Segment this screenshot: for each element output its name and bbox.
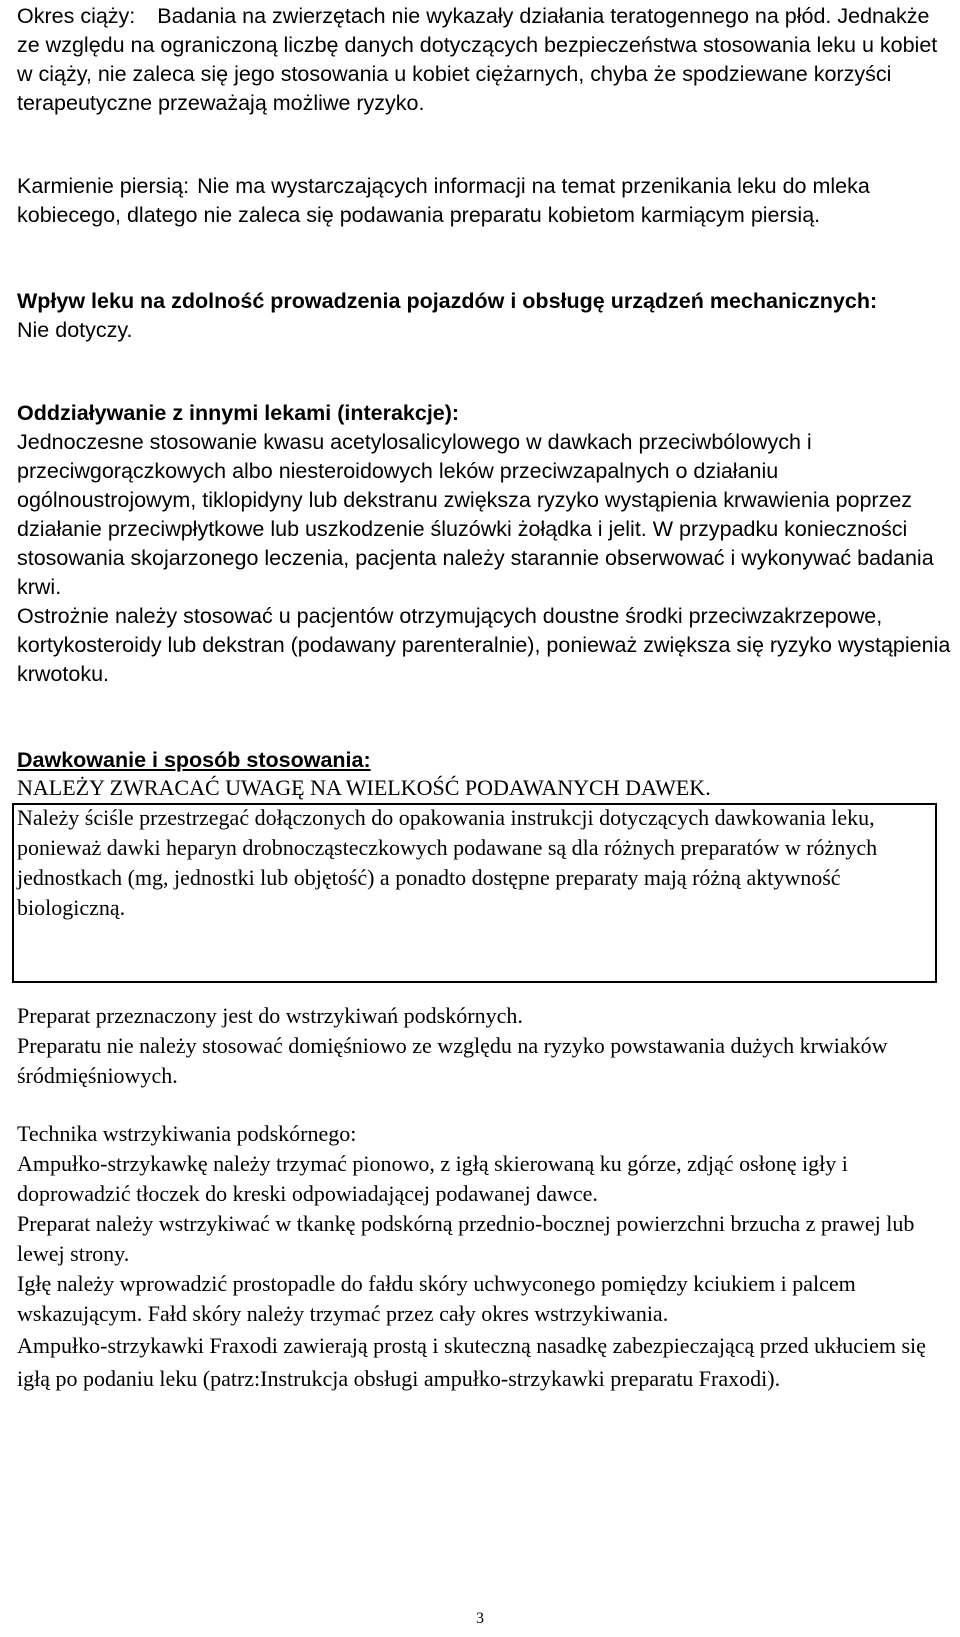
technique-p2: Preparat należy wstrzykiwać w tkankę podskórną przednio-bocznej powierzchni brzucha z prawej lub lewej strony.	[17, 1211, 915, 1266]
dosage-box-content	[17, 773, 937, 923]
technique-heading: Technika wstrzykiwania podskórnego:	[17, 1121, 357, 1146]
interactions-heading: Oddziaływanie z innymi lekami (interakcje):	[17, 401, 460, 425]
section-dosage	[17, 746, 952, 775]
section-pregnancy	[17, 2, 952, 118]
route-line1: Preparat przeznaczony jest do wstrzykiwań podskórnych.	[17, 1003, 523, 1028]
dosage-warning: NALEŻY ZWRACAĆ UWAGĘ NA WIELKOŚĆ PODAWANYCH DAWEK.	[17, 775, 711, 800]
breastfeeding-label: Karmienie piersią:	[17, 174, 190, 198]
driving-text: Nie dotyczy.	[17, 318, 133, 342]
driving-heading: Wpływ leku na zdolność prowadzenia pojazdów i obsługę urządzeń mechanicznych:	[17, 289, 878, 313]
page-number: 3	[476, 1610, 484, 1627]
technique-p3: Igłę należy wprowadzić prostopadle do fałdu skóry uchwyconego pomiędzy kciukiem i palcem wskazującym. Fałd skóry należy trzymać przez cały okres wstrzykiwania.	[17, 1271, 856, 1326]
route-line2: Preparatu nie należy stosować domięśniowo ze względu na ryzyko powstawania dużych krwiaków śródmięśniowych.	[17, 1033, 888, 1088]
section-breastfeeding	[17, 172, 952, 230]
interactions-para1: Jednoczesne stosowanie kwasu acetylosalicylowego w dawkach przeciwbólowych i przeciwgorączkowych albo niesteroidowych leków przeciwzapalnych o działaniu ogólnoustrojowym, tiklopidyny lub dekstranu zwiększa ryzyko wystąpienia krwawienia poprzez działanie przeciwpłytkowe lub uszkodzenie śluzówki żołądka i jelit. W przypadku konieczności stosowania skojarzonego leczenia, pacjenta należy starannie obserwować i wykonywać badania krwi.	[17, 430, 934, 599]
section-route	[17, 1001, 952, 1091]
technique-p4: Ampułko-strzykawki Fraxodi zawierają prostą i skuteczną nasadkę zabezpieczającą przed ukłuciem się igłą po podaniu leku (patrz:Instrukcja obsługi ampułko-strzykawki preparatu Fraxodi).	[17, 1333, 926, 1391]
section-driving	[17, 287, 952, 345]
section-technique	[17, 1119, 952, 1395]
section-interactions	[17, 399, 952, 689]
technique-p1: Ampułko-strzykawkę należy trzymać pionowo, z igłą skierowaną ku górze, zdjąć osłonę igły i doprowadzić tłoczek do kreski odpowiadającej podawanej dawce.	[17, 1151, 848, 1206]
interactions-para2: Ostrożnie należy stosować u pacjentów otrzymujących doustne środki przeciwzakrzepowe, kortykosteroidy lub dekstran (podawany parenteralnie), ponieważ zwiększa się ryzyko wystąpienia krwotoku.	[17, 604, 951, 686]
breastfeeding-text: Nie ma wystarczających informacji na temat przenikania leku do mleka kobiecego, dlatego nie zaleca się podawania preparatu kobietom karmiącym piersią.	[17, 174, 870, 227]
pregnancy-text: Badania na zwierzętach nie wykazały działania teratogennego na płód. Jednakże ze względu na ograniczoną liczbę danych dotyczących bezpieczeństwa stosowania leku u kobiet w ciąży, nie zaleca się jego stosowania u kobiet ciężarnych, chyba że spodziewane korzyści terapeutyczne przeważają możliwe ryzyko.	[17, 4, 938, 115]
pregnancy-label: Okres ciąży:	[17, 4, 136, 28]
dosage-heading: Dawkowanie i sposób stosowania:	[17, 748, 371, 772]
dosage-text: Należy ściśle przestrzegać dołączonych do opakowania instrukcji dotyczących dawkowania leku, ponieważ dawki heparyn drobnocząsteczkowych podawane są dla różnych preparatów w różnych jednostkach (mg, jednostki lub objętość) a ponadto dostępne preparaty mają różną aktywność biologiczną.	[17, 805, 878, 920]
